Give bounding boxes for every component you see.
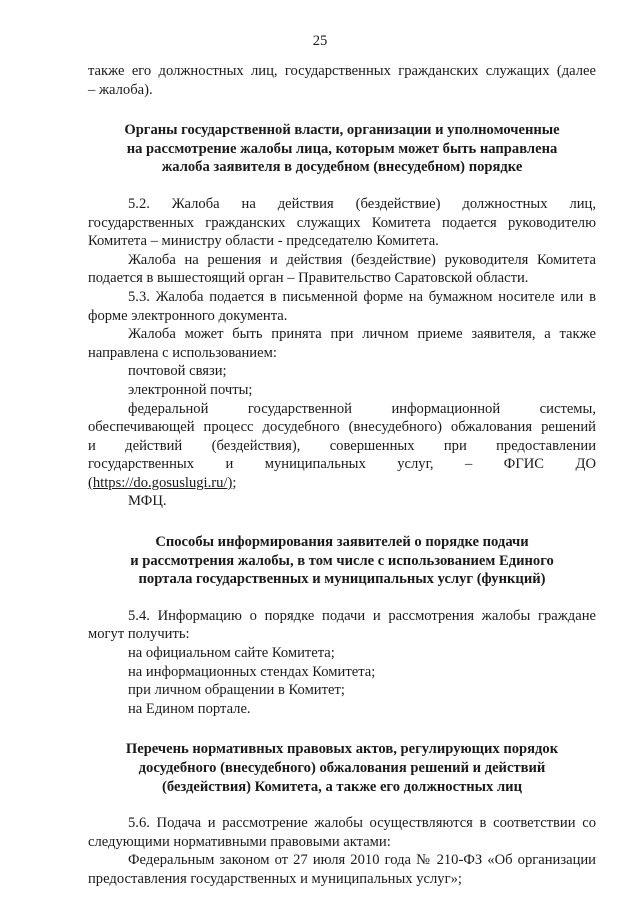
page-number: 25 <box>312 33 328 49</box>
paragraph-5-3: 5.3. Жалоба подается в письменной форме на бумажном носителе или в форме электронного документа. <box>88 288 596 324</box>
heading-line: Способы информирования заявителей о порядке подачи <box>155 534 529 551</box>
paragraph-federal-law: Федеральным законом от 27 июля 2010 года № 210-ФЗ «Об организации предоставления государственных и муниципальных услуг»; <box>88 852 596 887</box>
fgis-tail: ; <box>232 474 237 491</box>
heading-line: жалоба заявителя в досудебном (внесудебном) порядке <box>161 159 523 176</box>
paragraph-personal-reception: Жалоба может быть принята при личном приеме заявителя, а также направлена с использованием: <box>88 326 596 361</box>
paragraph-complaint-to-government: Жалоба на решения и действия (бездействие) руководителя Комитета подается в вышестоящий орган – Правительство Саратовской области. <box>88 251 596 287</box>
gosuslugi-link[interactable]: (https://do.gosuslugi.ru/) <box>88 474 233 491</box>
intro-line-1: также его должностных лиц, государственных гражданских служащих (далее <box>88 63 596 79</box>
heading-line: портала государственных и муниципальных услуг (функций) <box>138 571 546 588</box>
paragraph-5-2-line-1: 5.2. Жалоба на действия (бездействие) должностных лиц, <box>128 195 596 212</box>
list-item-unified-portal: на Едином портале. <box>128 700 251 717</box>
list-item-post: почтовой связи; <box>128 363 227 380</box>
paragraph-5-6: 5.6. Подача и рассмотрение жалобы осуществляются в соответствии со следующими нормативными правовыми актами: <box>88 815 596 850</box>
paragraph-5-2-rest: государственных гражданских служащих Комитета подается руководителю Комитета – министру области - председателю Комитета. <box>88 214 596 250</box>
fgis-line-1: федеральной государственной информационной системы, <box>128 400 596 417</box>
fgis-line-2: обеспечивающей процесс досудебного (внесудебного) обжалования решений <box>88 419 596 436</box>
list-item-info-stands: на информационных стендах Комитета; <box>128 663 376 680</box>
paragraph-5-2 <box>88 195 596 251</box>
section-heading-complaint-bodies <box>88 121 596 177</box>
fgis-line-5 <box>88 474 596 493</box>
intro-line-2: – жалоба). <box>88 81 153 98</box>
page-content <box>88 62 596 889</box>
list-item-email: электронной почты; <box>128 381 253 398</box>
list-item-personal-visit: при личном обращении в Комитет; <box>128 682 345 699</box>
heading-line: Органы государственной власти, организации и уполномоченные <box>124 122 560 139</box>
heading-line: досудебного (внесудебного) обжалования решений и действий <box>138 760 546 776</box>
heading-line: (бездействия) Комитета, а также его должностных лиц <box>161 778 523 795</box>
heading-line: на рассмотрение жалобы лица, которым может быть направлена <box>126 140 558 157</box>
list-item-mfc: МФЦ. <box>128 493 167 510</box>
fgis-line-3: и действий (бездействия), совершенных при предоставлении <box>88 437 596 454</box>
section-heading-legal-acts <box>88 740 596 796</box>
section-heading-informing-methods <box>88 533 596 589</box>
heading-line: и рассмотрения жалобы, в том числе с использованием Единого <box>130 552 554 569</box>
list-item-fgis <box>88 400 596 493</box>
fgis-line-4: государственных и муниципальных услуг, – ФГИС ДО <box>88 456 596 473</box>
paragraph-5-4: 5.4. Информацию о порядке подачи и рассмотрения жалобы граждане могут получить: <box>88 607 596 643</box>
heading-line: Перечень нормативных правовых актов, регулирующих порядок <box>125 741 559 758</box>
list-item-official-site: на официальном сайте Комитета; <box>128 645 335 662</box>
